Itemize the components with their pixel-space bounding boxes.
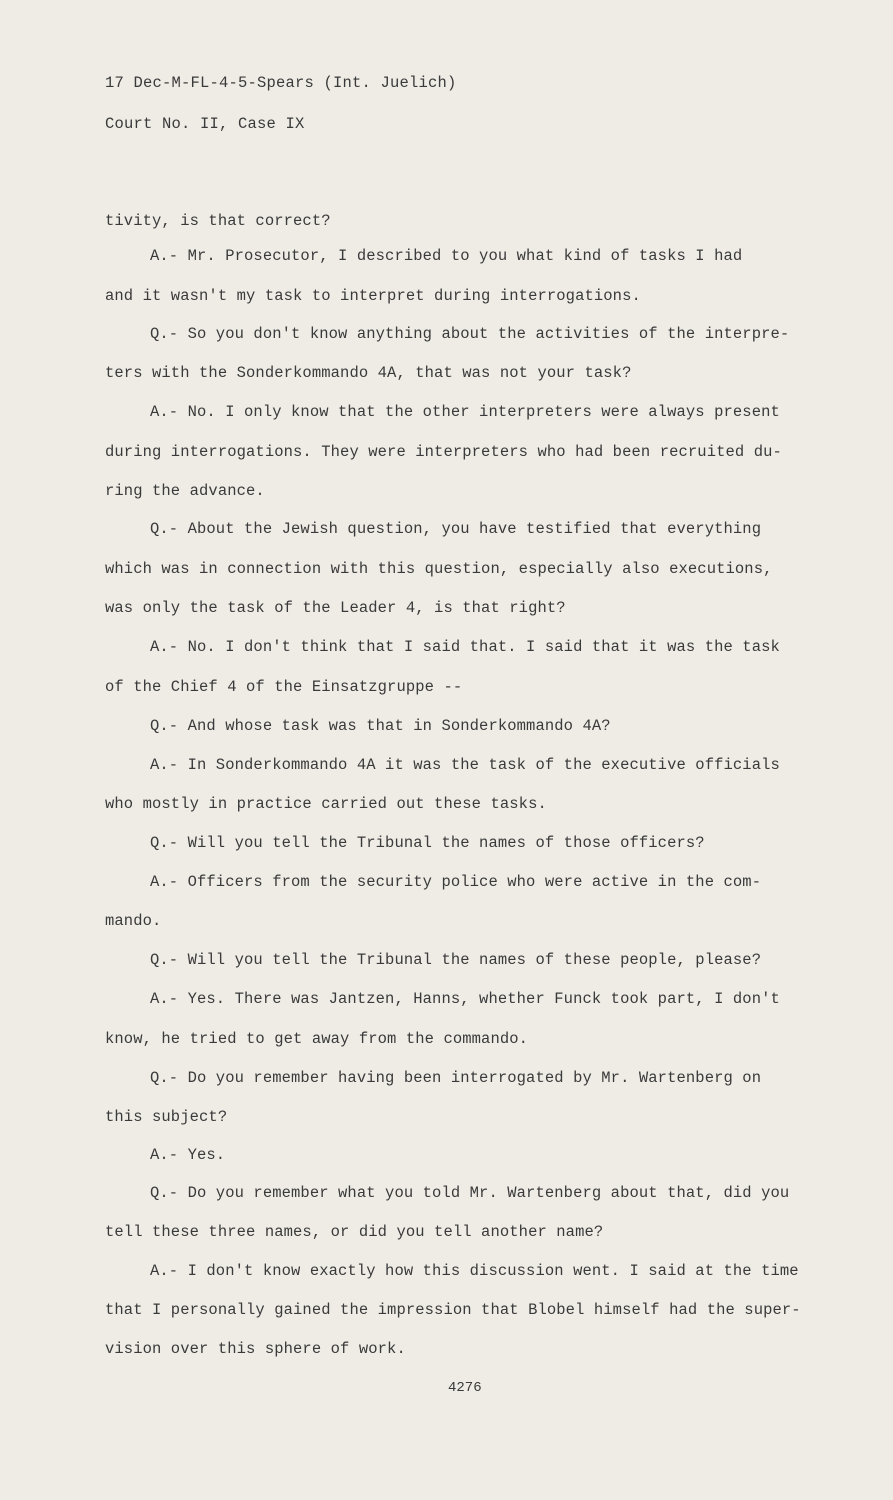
- text-line: which was in connection with this question, especially also executions,: [105, 560, 773, 578]
- text-line: ring the advance.: [105, 482, 265, 500]
- text-line: who mostly in practice carried out these tasks.: [105, 795, 547, 813]
- text-line: Q.- Do you remember having been interrogated by Mr. Wartenberg on: [150, 1069, 762, 1087]
- text-line: mando.: [105, 912, 162, 930]
- text-line: A.- Mr. Prosecutor, I described to you what kind of tasks I had: [150, 247, 743, 265]
- text-line: A.- I don't know exactly how this discussion went. I said at the time: [150, 1262, 799, 1280]
- text-line: that I personally gained the impression that Blobel himself had the super-: [105, 1301, 801, 1319]
- text-line: ters with the Sonderkommando 4A, that was not your task?: [105, 364, 632, 382]
- text-line: tell these three names, or did you tell another name?: [105, 1223, 604, 1241]
- text-line: this subject?: [105, 1108, 228, 1126]
- text-line: A.- In Sonderkommando 4A it was the task of the executive officials: [150, 756, 780, 774]
- text-line: A.- No. I don't think that I said that. I said that it was the task: [150, 638, 780, 656]
- text-line: during interrogations. They were interpreters who had been recruited du-: [105, 443, 782, 461]
- text-line: know, he tried to get away from the commando.: [105, 1030, 529, 1048]
- text-line: A.- Yes. There was Jantzen, Hanns, whether Funck took part, I don't: [150, 990, 780, 1008]
- text-line: A.- No. I only know that the other interpreters were always present: [150, 403, 780, 421]
- text-line: Q.- Will you tell the Tribunal the names of those officers?: [150, 834, 705, 852]
- court-case: Court No. II, Case IX: [105, 115, 305, 133]
- text-line: was only the task of the Leader 4, is that right?: [105, 599, 566, 617]
- text-line: Q.- And whose task was that in Sonderkommando 4A?: [150, 717, 611, 735]
- text-line: Q.- So you don't know anything about the activities of the interpre-: [150, 325, 790, 343]
- page-number: 4276: [448, 1380, 482, 1396]
- text-line: of the Chief 4 of the Einsatzgruppe --: [105, 678, 463, 696]
- text-line: A.- Yes.: [150, 1146, 226, 1164]
- text-line: A.- Officers from the security police who were active in the com-: [150, 873, 762, 891]
- text-line: vision over this sphere of work.: [105, 1340, 406, 1358]
- text-line: tivity, is that correct?: [105, 212, 331, 230]
- text-line: Q.- About the Jewish question, you have testified that everything: [150, 520, 762, 538]
- text-line: and it wasn't my task to interpret during interrogations.: [105, 287, 641, 305]
- text-line: Q.- Will you tell the Tribunal the names of these people, please?: [150, 951, 762, 969]
- text-line: Q.- Do you remember what you told Mr. Wartenberg about that, did you: [150, 1184, 790, 1202]
- file-reference: 17 Dec-M-FL-4-5-Spears (Int. Juelich): [105, 74, 457, 92]
